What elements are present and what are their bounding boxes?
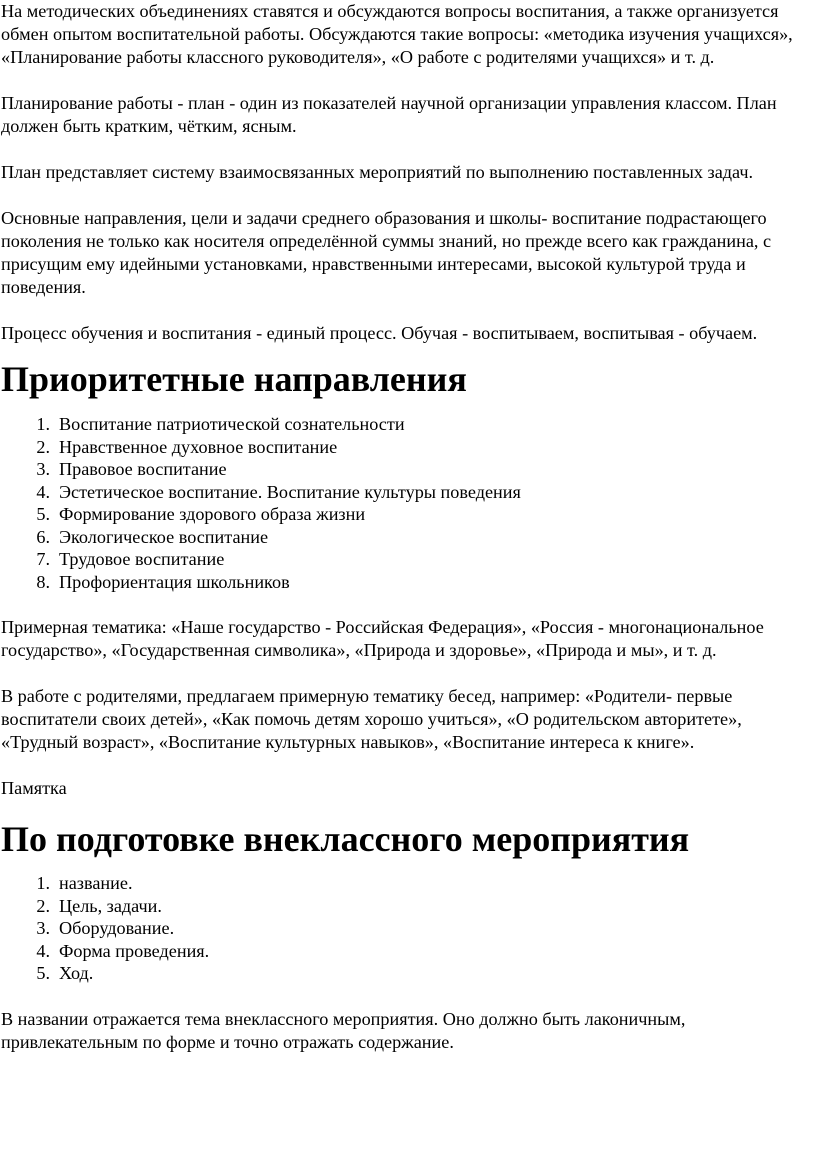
list-item: 2. Цель, задачи. [36, 895, 162, 916]
list-item: 7. Трудовое воспитание [36, 549, 225, 569]
list-item: 6. Экологическое воспитание [36, 526, 269, 547]
list-item: 4. Эстетическое воспитание. Воспитание культуры поведения [36, 481, 521, 502]
list-item: 2. Нравственное духовное воспитание [36, 436, 338, 457]
list-item: 8. Профориентация школьников [36, 571, 290, 592]
heading-event-preparation: По подготовке внеклассного мероприятия [1, 819, 690, 859]
event-preparation-list [1, 872, 810, 985]
list-item: 5. Формирование здорового образа жизни [36, 504, 366, 524]
paragraph-parents-work: В работе с родителями, предлагаем примерную тематику бесед, например: «Родители- первые воспитатели своих детей», «Как помочь детям хорошо учиться», «О родительском авторитете», «Трудный возраст», «Воспитание культурных навыков», «Воспитание интереса к книге». [1, 686, 742, 752]
list-item: 1. Воспитание патриотической сознательности [36, 414, 405, 434]
paragraph-title-reflects-topic: В названии отражается тема внеклассного мероприятия. Оно должно быть лаконичным, привлекательным по форме и точно отражать содержание. [1, 1008, 686, 1052]
paragraph-methodical-associations: На методических объединениях ставятся и обсуждаются вопросы воспитания, а также организуется обмен опытом воспитательной работы. Обсуждаются такие вопросы: «методика изучения учащихся», «Планирование работы классного руководителя», «О работе с родителями учащихся» и т. д. [1, 1, 793, 67]
priority-directions-list [1, 413, 810, 593]
list-item: 3. Правовое воспитание [36, 459, 227, 479]
list-item: 5. Ход. [36, 963, 94, 983]
paragraph-plan-system: План представляет систему взаимосвязанных мероприятий по выполнению поставленных задач. [1, 162, 754, 182]
paragraph-planning: Планирование работы - план - один из показателей научной организации управления классом. План должен быть кратким, чётким, ясным. [1, 93, 777, 136]
paragraph-sample-topics: Примерная тематика: «Наше государство - Российская Федерация», «Россия - многонациональное государство», «Государственная символика», «Природа и здоровье», «Природа и мы», и т. д. [1, 617, 764, 660]
paragraph-main-directions: Основные направления, цели и задачи среднего образования и школы- воспитание подрастающего поколения не только как носителя определённой суммы знаний, но прежде всего как гражданина, с присущим ему идейными установками, нравственными интересами, высокой культурой труда и поведения. [1, 208, 772, 297]
paragraph-learning-process: Процесс обучения и воспитания - единый процесс. Обучая - воспитываем, воспитывая - обучаем. [1, 323, 758, 343]
list-item: 3. Оборудование. [36, 918, 175, 938]
heading-priority-directions: Приоритетные направления [1, 359, 467, 399]
list-item: 1. название. [36, 873, 133, 893]
list-item: 4. Форма проведения. [36, 940, 210, 961]
paragraph-memo: Памятка [1, 778, 67, 798]
